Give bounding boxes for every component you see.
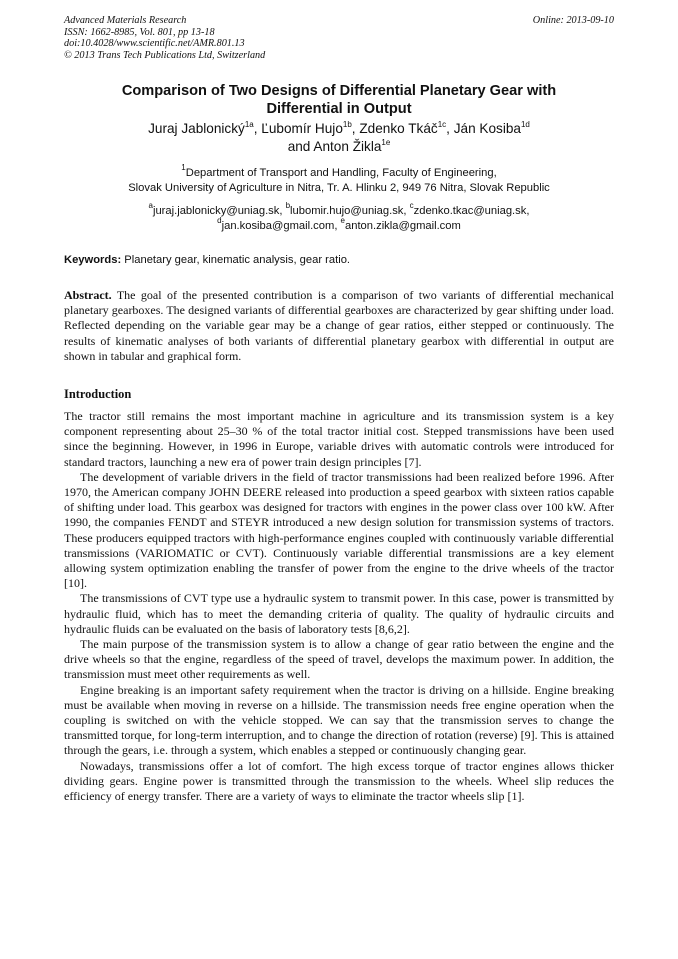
email-address: jan.kosiba@gmail.com bbox=[221, 220, 335, 232]
section-heading-introduction: Introduction bbox=[64, 387, 132, 401]
paragraph: The main purpose of the transmission system is to allow a change of gear ratio between the engine and the drive wheels so that the engine, regardless of the speed of travel, develops the maximum power. In addition, the transmission must meet other requirements as well. bbox=[64, 637, 614, 682]
author-name: Ľubomír Hujo bbox=[261, 121, 343, 136]
online-date: Online: 2013-09-10 bbox=[532, 15, 614, 26]
author-sup: 1e bbox=[381, 138, 391, 147]
email-sup: a bbox=[148, 201, 153, 210]
authors-line-2 bbox=[64, 138, 614, 156]
author-sup: 1d bbox=[520, 120, 530, 129]
abstract-label: Abstract. bbox=[64, 288, 112, 302]
affiliation-line-1 bbox=[40, 163, 638, 181]
email-address: zdenko.tkac@uniag.sk bbox=[413, 205, 527, 217]
author-name: Juraj Jablonický bbox=[148, 121, 245, 136]
affiliation-text: Department of Transport and Handling, Faculty of Engineering, bbox=[185, 167, 497, 179]
keywords-text: Planetary gear, kinematic analysis, gear ratio. bbox=[121, 254, 351, 266]
author-sup: 1c bbox=[437, 120, 447, 129]
email-separator: , bbox=[526, 205, 530, 217]
affiliation-sup: 1 bbox=[181, 163, 186, 172]
keywords-label: Keywords: bbox=[64, 254, 122, 266]
author-name: and Anton Žikla bbox=[287, 139, 382, 154]
affiliation-line-2: Slovak University of Agriculture in Nitra, Tr. A. Hlinku 2, 949 76 Nitra, Slovak Republic bbox=[128, 182, 550, 195]
introduction-body bbox=[64, 409, 614, 804]
email-address: juraj.jablonicky@uniag.sk bbox=[152, 205, 280, 217]
emails-line-2 bbox=[40, 216, 638, 234]
paragraph: The transmissions of CVT type use a hydraulic system to transmit power. In this case, power is transmitted by hydraulic fluid, which has to meet the demanding criteria of quality. The quality of hydraulic circuits and hydraulic fluids can be evaluated on the basis of laboratory tests [8,6,2]. bbox=[64, 591, 614, 636]
author-sup: 1a bbox=[244, 120, 254, 129]
author-separator: , bbox=[253, 121, 262, 136]
issn-line: ISSN: 1662-8985, Vol. 801, pp 13-18 bbox=[64, 26, 215, 38]
email-sup: c bbox=[409, 201, 414, 210]
doi-line: doi:10.4028/www.scientific.net/AMR.801.13 bbox=[64, 38, 245, 50]
affiliation bbox=[40, 163, 638, 196]
email-sup: d bbox=[217, 216, 222, 225]
paragraph: The tractor still remains the most important machine in agriculture and its transmission system is a key component representing about 25–30 % of the total tractor initial cost. Stepped transmissions have been used since the beginning. However, in 1996 in Europe, variable drives with automatic controls were introduced for standard tractors, launching a new era of power train design principles [7]. bbox=[64, 409, 614, 469]
author-separator: , bbox=[446, 121, 454, 136]
email-separator: , bbox=[334, 220, 341, 232]
abstract-text: The goal of the presented contribution is a comparison of two variants of differential mechanical planetary gearboxes. The designed variants of differential gearboxes are characterized by gear shifting under load. Reflected depending on the variable gear may be a change of gear ratios, either stepped or continuously. The results of kinematic analyses of both variants of differential planetary gearbox with differential in output are shown in tabular and graphical form. bbox=[64, 288, 614, 363]
abstract bbox=[64, 288, 614, 364]
paper-title bbox=[64, 82, 614, 118]
journal-name: Advanced Materials Research bbox=[64, 15, 187, 26]
authors-line-1 bbox=[64, 120, 614, 138]
author-list bbox=[64, 120, 614, 156]
email-sup: e bbox=[340, 216, 345, 225]
keywords bbox=[64, 253, 614, 267]
email-list bbox=[40, 201, 638, 234]
author-separator: , bbox=[351, 121, 360, 136]
paragraph: The development of variable drivers in the field of tractor transmissions had been realized before 1996. After 1970, the American company JOHN DEERE released into production a speed gearbox with sixteen ratios capable of shifting under load. This gearbox was designed for tractors with engines in the power class over 100 kW. After 1990, the companies FENDT and STEYR introduced a new design solution for transmission systems of tractors. These producers equipped tractors with high-performance engines coupled with continuously variable differential transmissions (VARIOMATIC or CVT). Continuously variable differential transmissions are a key element allowing system optimization enabling the transfer of power from the engine to the drive wheels of the tractor [10]. bbox=[64, 469, 614, 591]
running-header bbox=[64, 15, 614, 61]
author-sup: 1b bbox=[342, 120, 352, 129]
email-address: lubomir.hujo@uniag.sk bbox=[290, 205, 404, 217]
author-name: Zdenko Tkáč bbox=[359, 121, 438, 136]
email-address: anton.zikla@gmail.com bbox=[345, 220, 461, 232]
emails-line-1 bbox=[40, 201, 638, 219]
title-line-2: Differential in Output bbox=[266, 101, 412, 117]
email-separator: , bbox=[403, 205, 410, 217]
author-name: Ján Kosiba bbox=[453, 121, 521, 136]
title-line-1: Comparison of Two Designs of Differential Planetary Gear with bbox=[121, 83, 557, 99]
copyright-line: © 2013 Trans Tech Publications Ltd, Switzerland bbox=[64, 49, 266, 61]
email-sup: b bbox=[285, 201, 291, 210]
paragraph: Engine breaking is an important safety requirement when the tractor is driving on a hillside. Engine breaking must be available when moving in reverse on a hillside. The transmission needs free engine operation when the coupling is switched on with the vehicle stopped. We can say that the transmission serves to change the transmitted torque, for long-term interruption, and to change the direction of rotation (reverse) [9]. This is attained through the gears, i.e. through a system, which enables a stepped or continuously changing gear. bbox=[64, 682, 614, 758]
paragraph: Nowadays, transmissions offer a lot of comfort. The high excess torque of tractor engines allows thicker dividing gears. Engine power is transmitted through the transmission to the wheels. Wheel slip reduces the efficiency of energy transfer. There are a variety of ways to eliminate the tractor wheels slip [1]. bbox=[64, 758, 614, 804]
email-separator: , bbox=[279, 205, 286, 217]
